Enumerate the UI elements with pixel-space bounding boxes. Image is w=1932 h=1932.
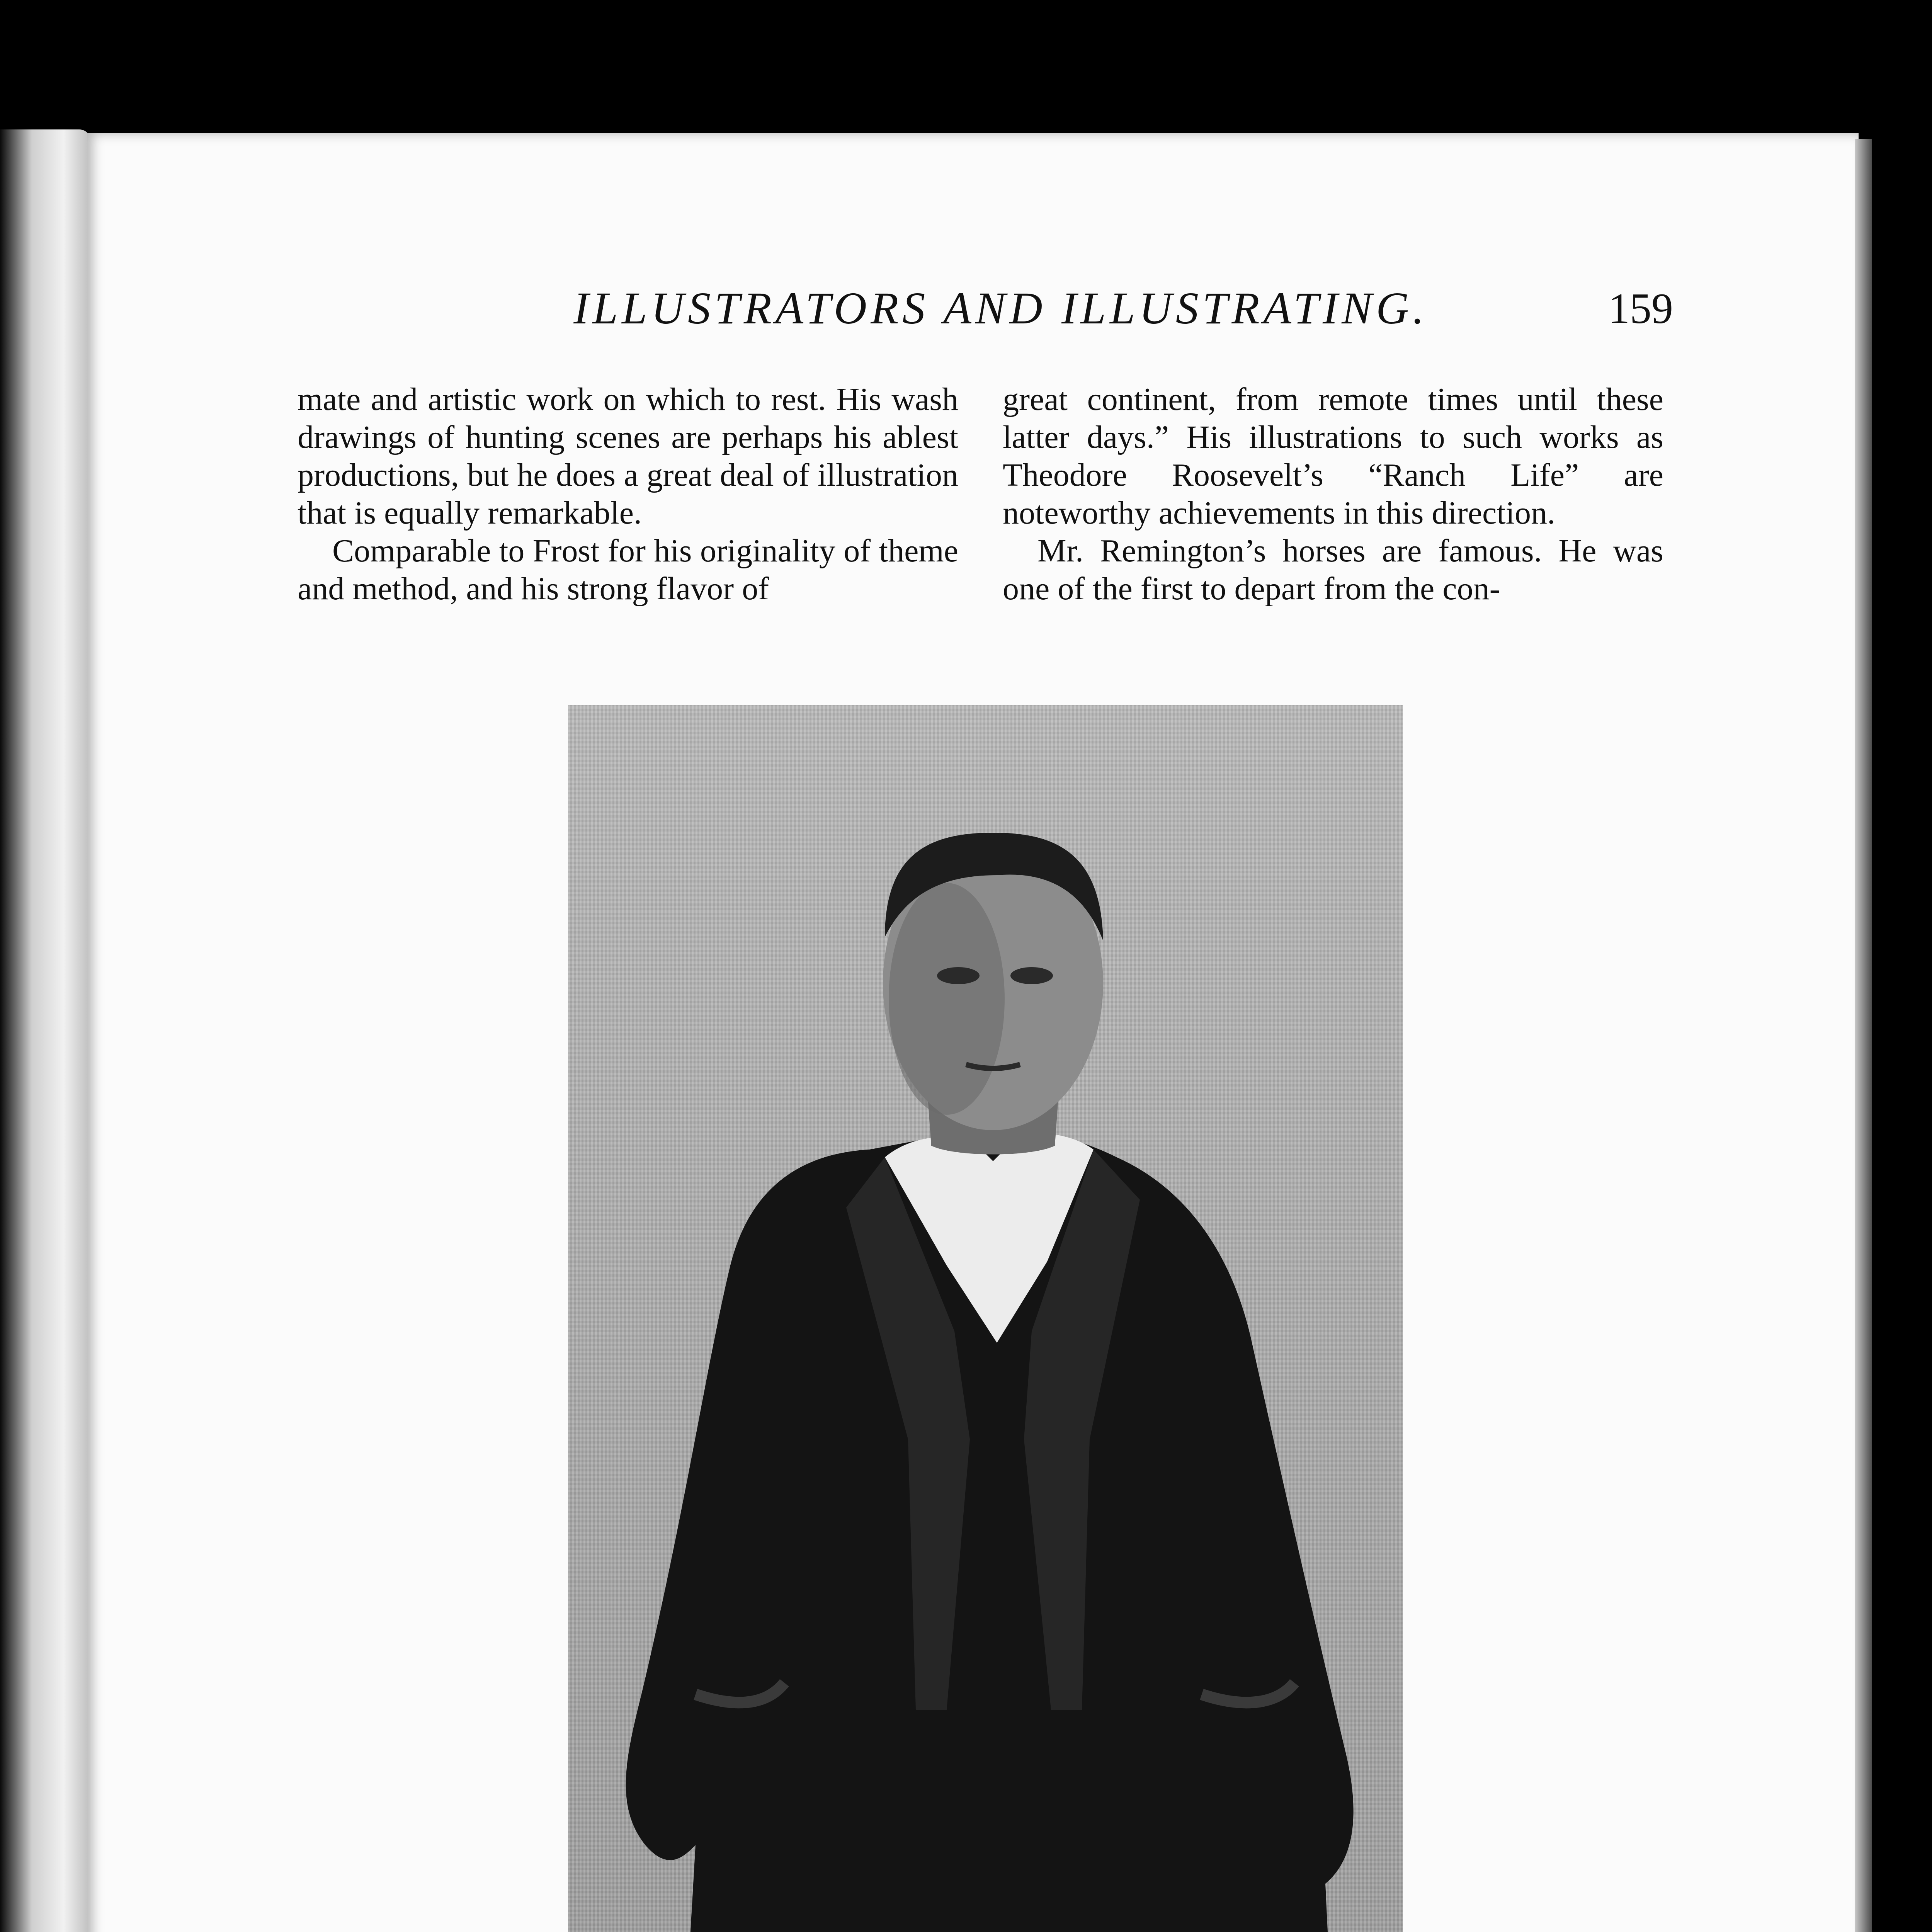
portrait-photograph <box>568 705 1403 1932</box>
paragraph: Mr. Remington’s horses are famous. He was one of the first to depart from the con- <box>1003 533 1663 607</box>
text-column-top-left <box>298 381 958 608</box>
text-column-top-right <box>1003 381 1663 608</box>
paragraph: Comparable to Frost for his originality of theme and method, and his strong flavor of <box>298 533 958 607</box>
page-edge-shadow <box>1855 139 1872 1932</box>
eye <box>1010 967 1053 984</box>
paragraph: great continent, from remote times until these latter days.” His illustrations to such works as Theodore Roosevelt’s “Ranch Life” are noteworthy achievements in this direction. <box>1003 381 1663 531</box>
running-head: ILLUSTRATORS AND ILLUSTRATING. <box>573 283 1428 333</box>
face-shadow <box>889 883 1005 1115</box>
portrait-figure <box>568 705 1403 1932</box>
previous-page-edge <box>0 129 91 1932</box>
eye <box>937 967 980 984</box>
page-number: 159 <box>1608 285 1673 333</box>
paragraph: mate and artistic work on which to rest. His wash drawings of hunting scenes are perhaps his ablest productions, but he does a great deal of illustration that is equally remarkable. <box>298 381 958 531</box>
